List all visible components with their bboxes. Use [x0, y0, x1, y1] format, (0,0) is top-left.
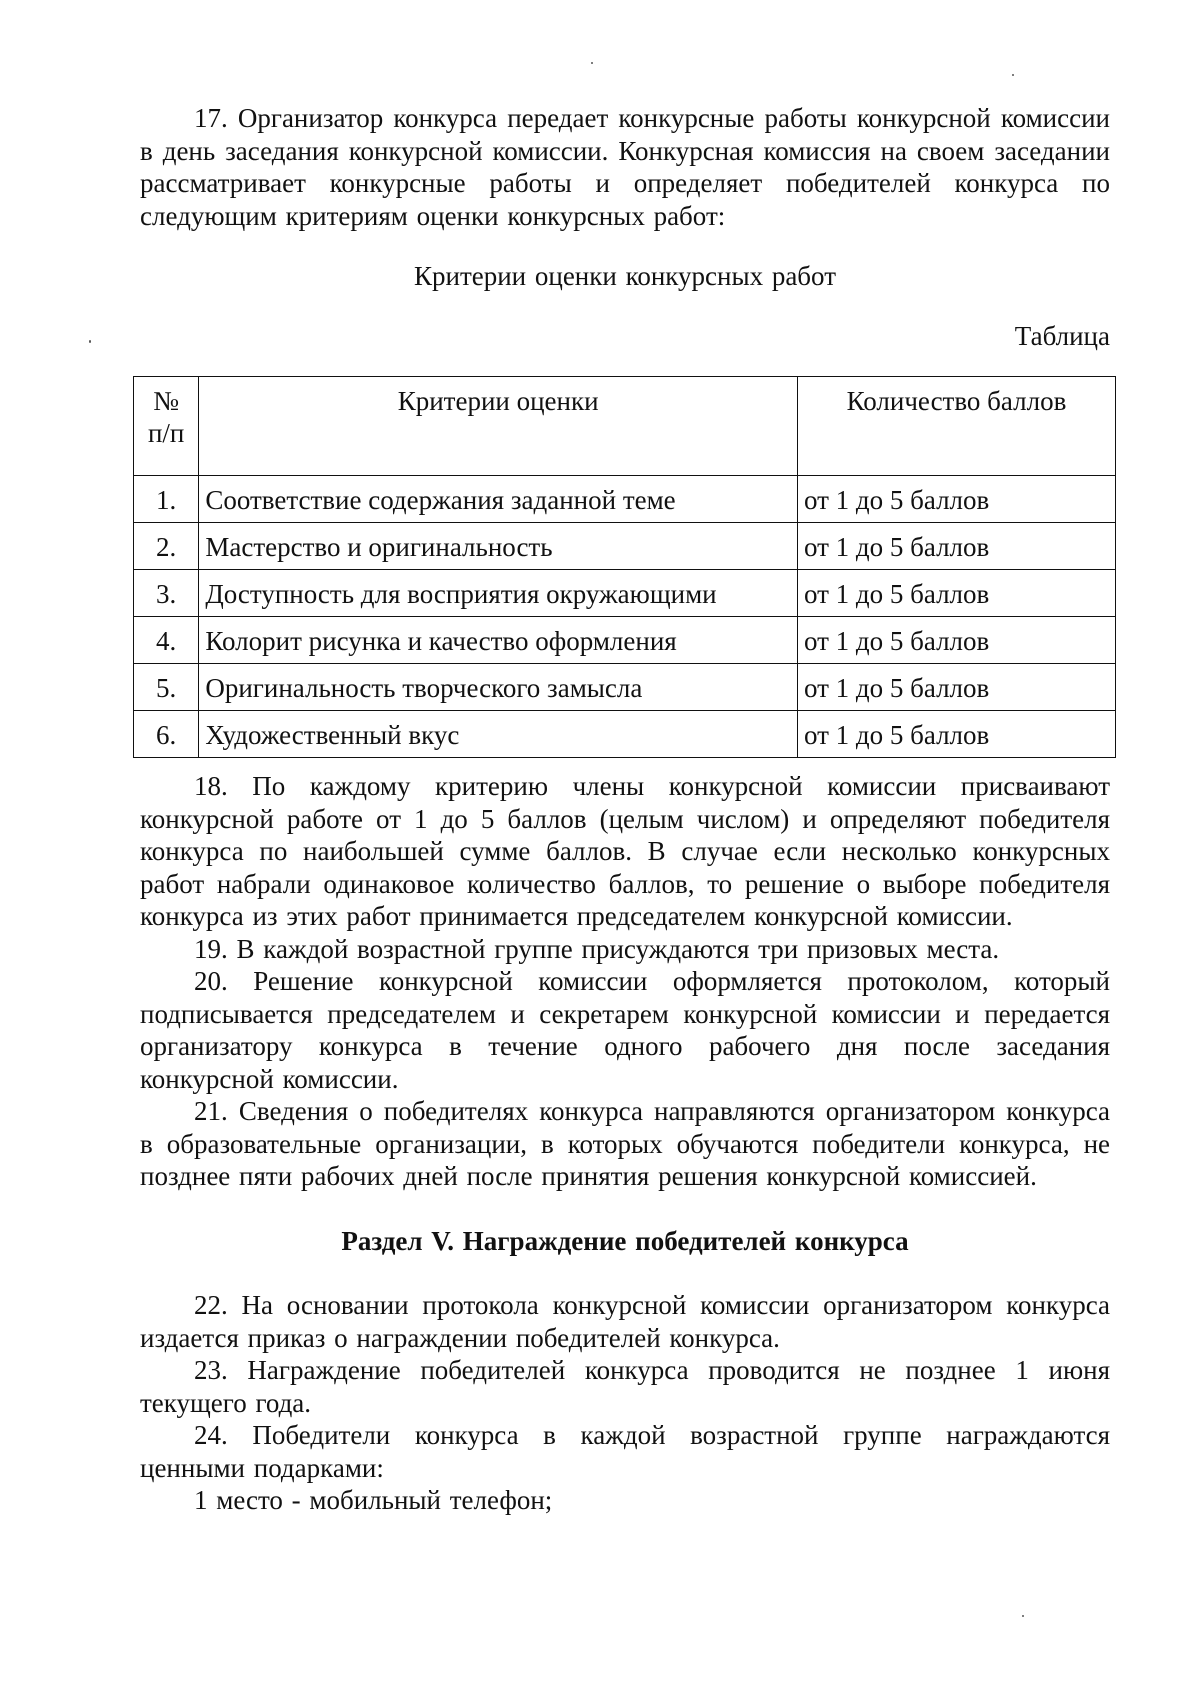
- row-num: 1.: [134, 476, 199, 523]
- paragraph-24: 24. Победители конкурса в каждой возрастной группе награждаются ценными подарками:: [140, 1420, 1110, 1483]
- section-title: Раздел V. Награждение победителей конкурса: [341, 1225, 909, 1256]
- row-criteria: Колорит рисунка и качество оформления: [199, 617, 798, 664]
- row-score: от 1 до 5 баллов: [797, 570, 1115, 617]
- header-num: № п/п: [134, 377, 199, 476]
- table-row: [134, 523, 1116, 570]
- row-score: от 1 до 5 баллов: [797, 617, 1115, 664]
- row-criteria: Мастерство и оригинальность: [199, 523, 798, 570]
- criteria-table: [133, 376, 1116, 758]
- paragraphs-bottom: [140, 1289, 1110, 1517]
- scan-speck: [89, 340, 91, 343]
- row-criteria: Доступность для восприятия окружающими: [199, 570, 798, 617]
- row-score: от 1 до 5 баллов: [797, 711, 1115, 758]
- table-header-row: [134, 377, 1116, 476]
- row-num: 6.: [134, 711, 199, 758]
- paragraph-17: 17. Организатор конкурса передает конкурсные работы конкурсной комиссии в день заседания конкурсной комиссии. Конкурсная комиссия на своем заседании рассматривает конкурсные работы и определяет победителей конкурса по следующим критериям оценки конкурсных работ:: [140, 103, 1110, 231]
- prize-line-1: 1 место - мобильный телефон;: [194, 1485, 553, 1515]
- scan-speck: [1022, 1615, 1024, 1617]
- paragraph-23: 23. Награждение победителей конкурса проводится не позднее 1 июня текущего года.: [140, 1355, 1110, 1418]
- table-row: [134, 617, 1116, 664]
- table-label: Таблица: [1014, 320, 1110, 351]
- row-num: 5.: [134, 664, 199, 711]
- paragraph-21: 21. Сведения о победителях конкурса направляются организатором конкурса в образовательные организации, в которых обучаются победители конкурса, не позднее пяти рабочих дней после принятия решения конкурсной комиссией.: [140, 1096, 1110, 1191]
- row-score: от 1 до 5 баллов: [797, 523, 1115, 570]
- row-score: от 1 до 5 баллов: [797, 476, 1115, 523]
- header-score: Количество баллов: [797, 377, 1115, 476]
- table-row: [134, 570, 1116, 617]
- paragraphs-middle: [140, 770, 1110, 1193]
- document-body: [140, 102, 1110, 1517]
- row-num: 4.: [134, 617, 199, 664]
- row-criteria: Соответствие содержания заданной теме: [199, 476, 798, 523]
- table-row: [134, 476, 1116, 523]
- scan-speck: [1012, 74, 1014, 76]
- row-criteria: Художественный вкус: [199, 711, 798, 758]
- row-score: от 1 до 5 баллов: [797, 664, 1115, 711]
- paragraph-18: 18. По каждому критерию члены конкурсной комиссии присваивают конкурсной работе от 1 до 5 баллов (целым числом) и определяют победителя конкурса по наибольшей сумме баллов. В случае если несколько конкурсных работ набрали одинаковое количество баллов, то решение о выборе победителя конкурса из этих работ принимается председателем конкурсной комиссии.: [140, 771, 1110, 931]
- paragraph-19: 19. В каждой возрастной группе присуждаются три призовых места.: [194, 933, 1000, 964]
- table-caption: Критерии оценки конкурсных работ: [413, 261, 836, 291]
- scan-speck: [591, 62, 593, 64]
- header-criteria: Критерии оценки: [199, 377, 798, 476]
- paragraph-20: 20. Решение конкурсной комиссии оформляется протоколом, который подписывается председателем и секретарем конкурсной комиссии и передается организатору конкурса в течение одного рабочего дня после заседания конкурсной комиссии.: [140, 966, 1110, 1094]
- table-row: [134, 664, 1116, 711]
- row-num: 2.: [134, 523, 199, 570]
- table-row: [134, 711, 1116, 758]
- paragraph-22: 22. На основании протокола конкурсной комиссии организатором конкурса издается приказ о награждении победителей конкурса.: [140, 1290, 1110, 1353]
- row-num: 3.: [134, 570, 199, 617]
- row-criteria: Оригинальность творческого замысла: [199, 664, 798, 711]
